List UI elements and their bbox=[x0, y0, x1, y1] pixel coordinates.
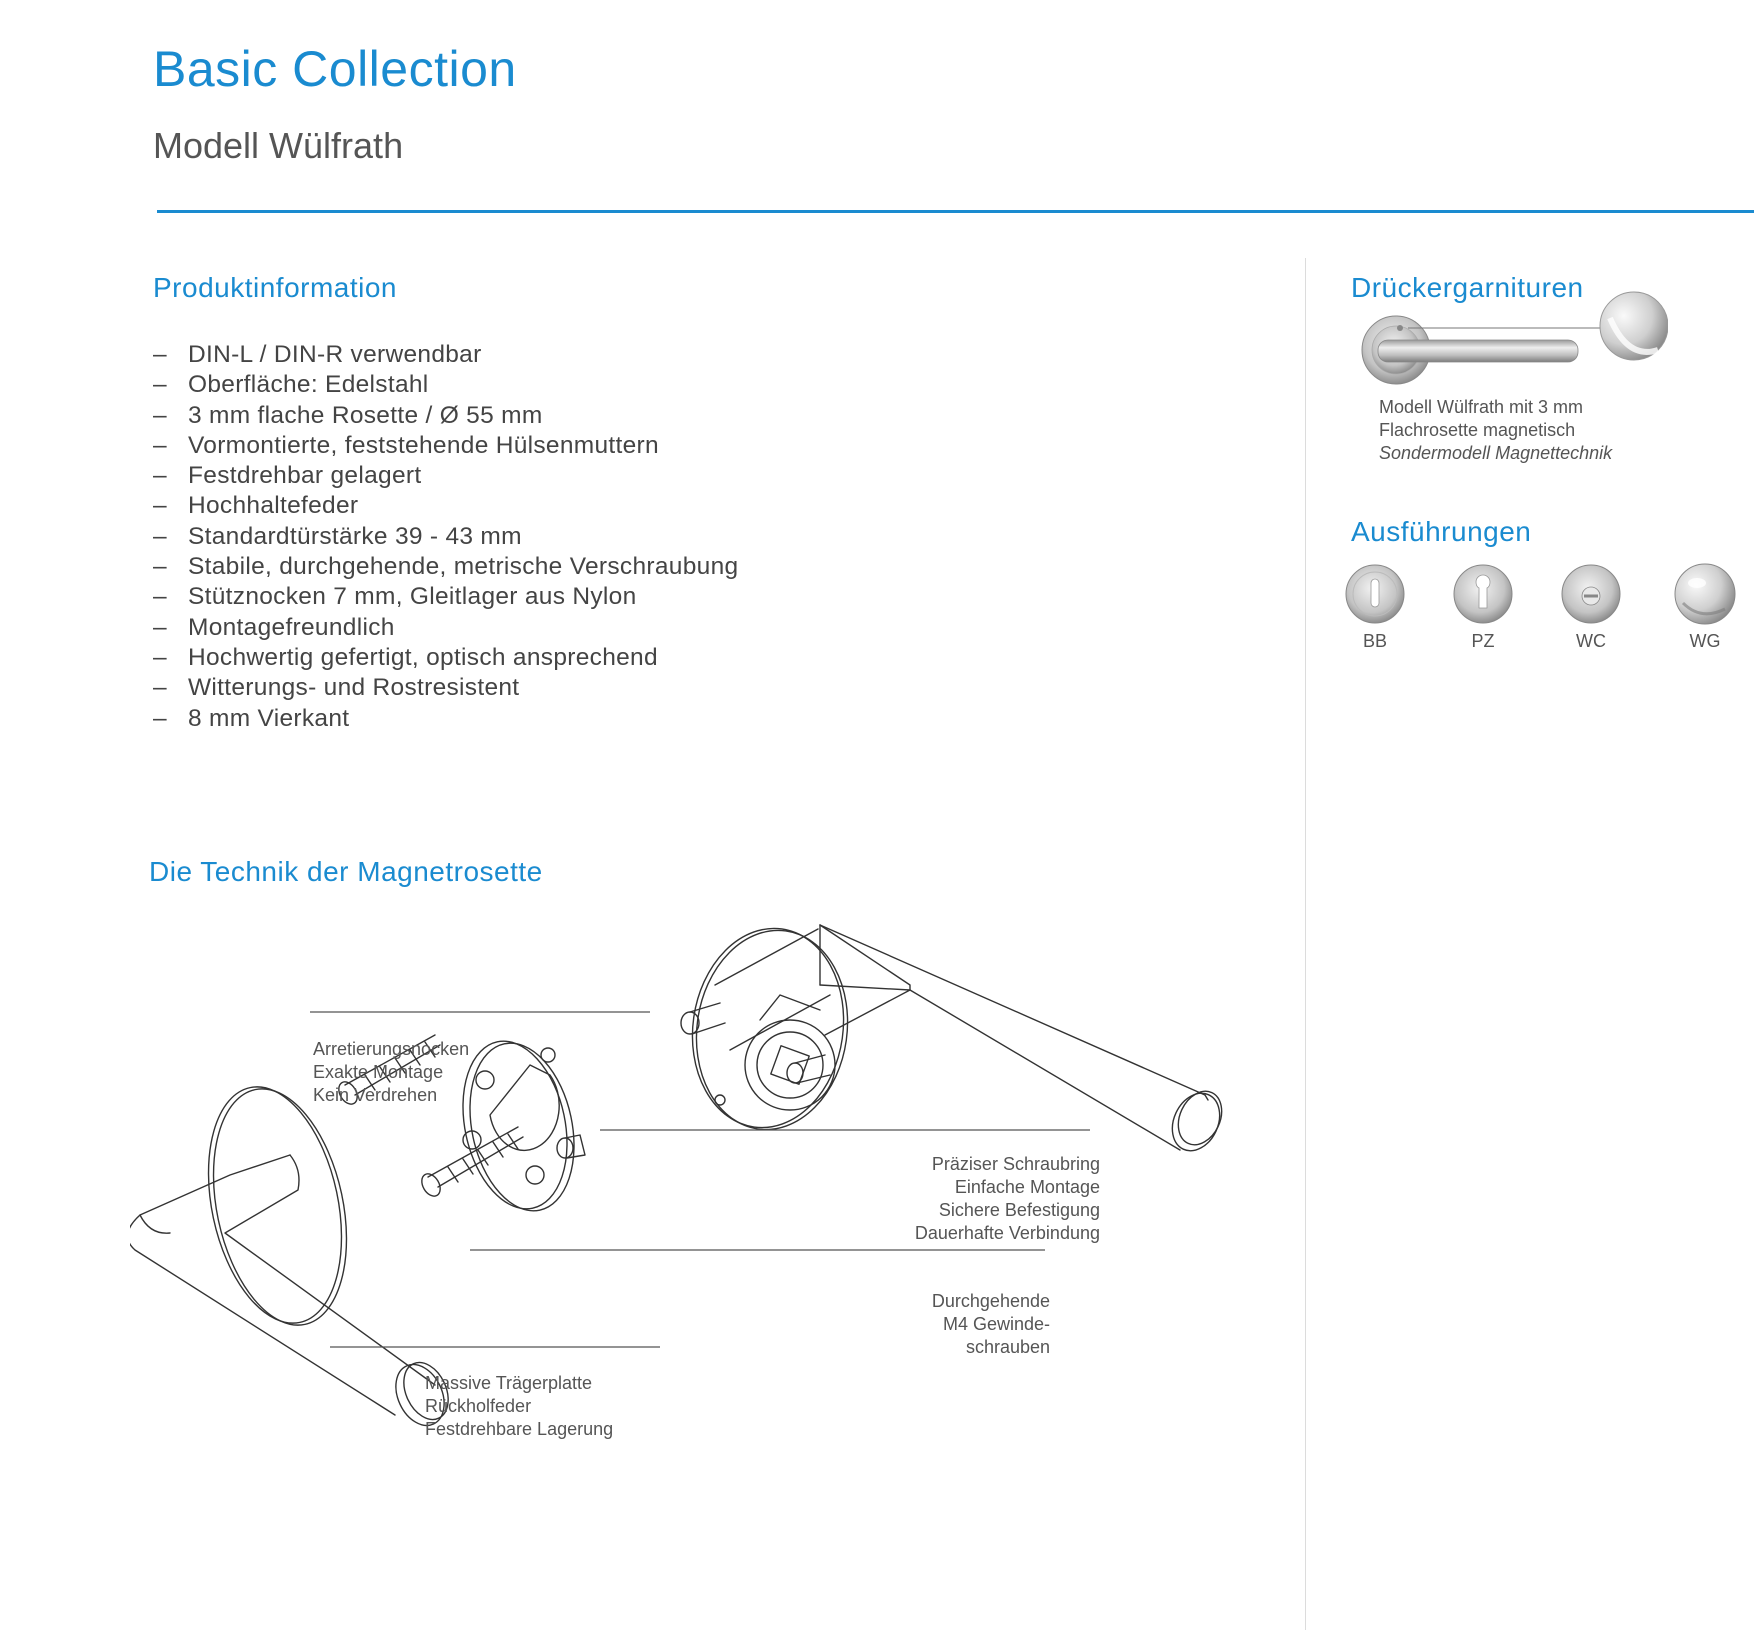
ausfuehrungen-heading: Ausführungen bbox=[1351, 516, 1532, 547]
feature-text: Stabile, durchgehende, metrische Verschraubung bbox=[188, 553, 739, 581]
feature-list bbox=[153, 340, 738, 734]
list-item bbox=[153, 643, 738, 673]
callout-line: Massive Trägerplatte bbox=[425, 1373, 593, 1393]
variant-code: WG bbox=[1689, 631, 1721, 651]
exploded-assembly-drawing bbox=[130, 915, 1260, 1615]
list-bullet: – bbox=[153, 401, 167, 429]
list-bullet: – bbox=[153, 613, 167, 641]
callout-line: schrauben bbox=[965, 1337, 1050, 1357]
back-rosette-drawing bbox=[680, 919, 860, 1140]
wc-turn-icon bbox=[1560, 563, 1622, 625]
caption-line-italic: Sondermodell Magnettechnik bbox=[1379, 443, 1613, 463]
callout-line: Rückholfeder bbox=[425, 1396, 532, 1416]
feature-text: Vormontierte, feststehende Hülsenmuttern bbox=[188, 431, 659, 459]
list-bullet: – bbox=[153, 341, 167, 368]
variant-code: PZ bbox=[1471, 631, 1495, 651]
list-item bbox=[153, 461, 738, 491]
callout-line: Dauerhafte Verbindung bbox=[914, 1223, 1100, 1243]
callout-arretierung bbox=[313, 1038, 469, 1107]
list-bullet: – bbox=[153, 522, 167, 550]
feature-text: Montagefreundlich bbox=[188, 613, 395, 641]
list-item bbox=[153, 552, 738, 582]
screw-ring-drawing bbox=[448, 1031, 588, 1220]
list-bullet: – bbox=[153, 553, 167, 581]
feature-text: Stütznocken 7 mm, Gleitlager aus Nylon bbox=[188, 583, 637, 611]
callout-schraubring bbox=[860, 1153, 1100, 1245]
feature-text: Hochhaltefeder bbox=[188, 492, 359, 520]
callout-line: Kein Verdrehen bbox=[313, 1085, 438, 1105]
list-bullet: – bbox=[153, 643, 167, 671]
caption-line: Flachrosette magnetisch bbox=[1379, 420, 1576, 440]
feature-text: Standardtürstärke 39 - 43 mm bbox=[188, 522, 522, 550]
list-bullet: – bbox=[153, 431, 167, 459]
feature-text: Festdrehbar gelagert bbox=[188, 462, 422, 490]
list-item bbox=[153, 340, 738, 370]
variant-wg bbox=[1665, 563, 1745, 652]
list-bullet: – bbox=[153, 492, 167, 520]
knob-icon bbox=[1665, 563, 1745, 625]
list-bullet: – bbox=[153, 583, 167, 611]
callout-line: Arretierungsnocken bbox=[313, 1039, 470, 1059]
callout-traegerplatte bbox=[425, 1372, 613, 1441]
profile-cylinder-icon bbox=[1452, 563, 1514, 625]
feature-text: 3 mm flache Rosette / Ø 55 mm bbox=[188, 401, 543, 429]
header-divider bbox=[157, 210, 1754, 213]
callout-schrauben bbox=[820, 1290, 1050, 1359]
feature-text: DIN-L / DIN-R verwendbar bbox=[188, 341, 482, 368]
list-bullet: – bbox=[153, 462, 167, 490]
list-bullet: – bbox=[153, 674, 167, 702]
callout-line: Festdrehbare Lagerung bbox=[425, 1419, 614, 1439]
page-subtitle: Modell Wülfrath bbox=[153, 125, 404, 166]
drueckergarnituren-heading: Drückergarnituren bbox=[1351, 272, 1584, 303]
list-item bbox=[153, 401, 738, 431]
callout-line: M4 Gewinde- bbox=[942, 1314, 1050, 1334]
variant-bb bbox=[1335, 563, 1415, 652]
callout-line: Präziser Schraubring bbox=[931, 1154, 1100, 1174]
lever-set-caption bbox=[1379, 396, 1612, 465]
callout-line: Exakte Montage bbox=[313, 1062, 444, 1082]
list-item bbox=[153, 491, 738, 521]
lower-screw-drawing bbox=[418, 1127, 523, 1199]
list-item bbox=[153, 673, 738, 703]
page-title: Basic Collection bbox=[153, 41, 517, 97]
feature-text: 8 mm Vierkant bbox=[188, 704, 350, 732]
callout-line: Durchgehende bbox=[931, 1291, 1050, 1311]
list-item bbox=[153, 370, 738, 400]
variant-code: BB bbox=[1362, 631, 1387, 651]
list-bullet: – bbox=[153, 704, 167, 732]
product-info-heading: Produktinformation bbox=[153, 272, 398, 303]
front-lever-drawing bbox=[130, 1075, 457, 1434]
keyhole-bb-icon bbox=[1344, 563, 1406, 625]
lever-set-image bbox=[1348, 290, 1668, 400]
column-divider bbox=[1305, 258, 1306, 1630]
list-item bbox=[153, 582, 738, 612]
feature-text: Witterungs- und Rostresistent bbox=[188, 674, 520, 702]
list-item bbox=[153, 431, 738, 461]
caption-line: Modell Wülfrath mit 3 mm bbox=[1379, 397, 1584, 417]
list-item bbox=[153, 522, 738, 552]
list-item bbox=[153, 613, 738, 643]
feature-text: Hochwertig gefertigt, optisch ansprechend bbox=[188, 643, 658, 671]
callout-line: Sichere Befestigung bbox=[938, 1200, 1100, 1220]
variant-wc bbox=[1551, 563, 1631, 652]
technik-heading: Die Technik der Magnetrosette bbox=[149, 856, 543, 887]
variant-pz bbox=[1443, 563, 1523, 652]
variant-code: WC bbox=[1576, 631, 1606, 651]
list-item bbox=[153, 704, 738, 734]
callout-line: Einfache Montage bbox=[954, 1177, 1100, 1197]
feature-text: Oberfläche: Edelstahl bbox=[188, 371, 429, 399]
list-bullet: – bbox=[153, 371, 167, 399]
